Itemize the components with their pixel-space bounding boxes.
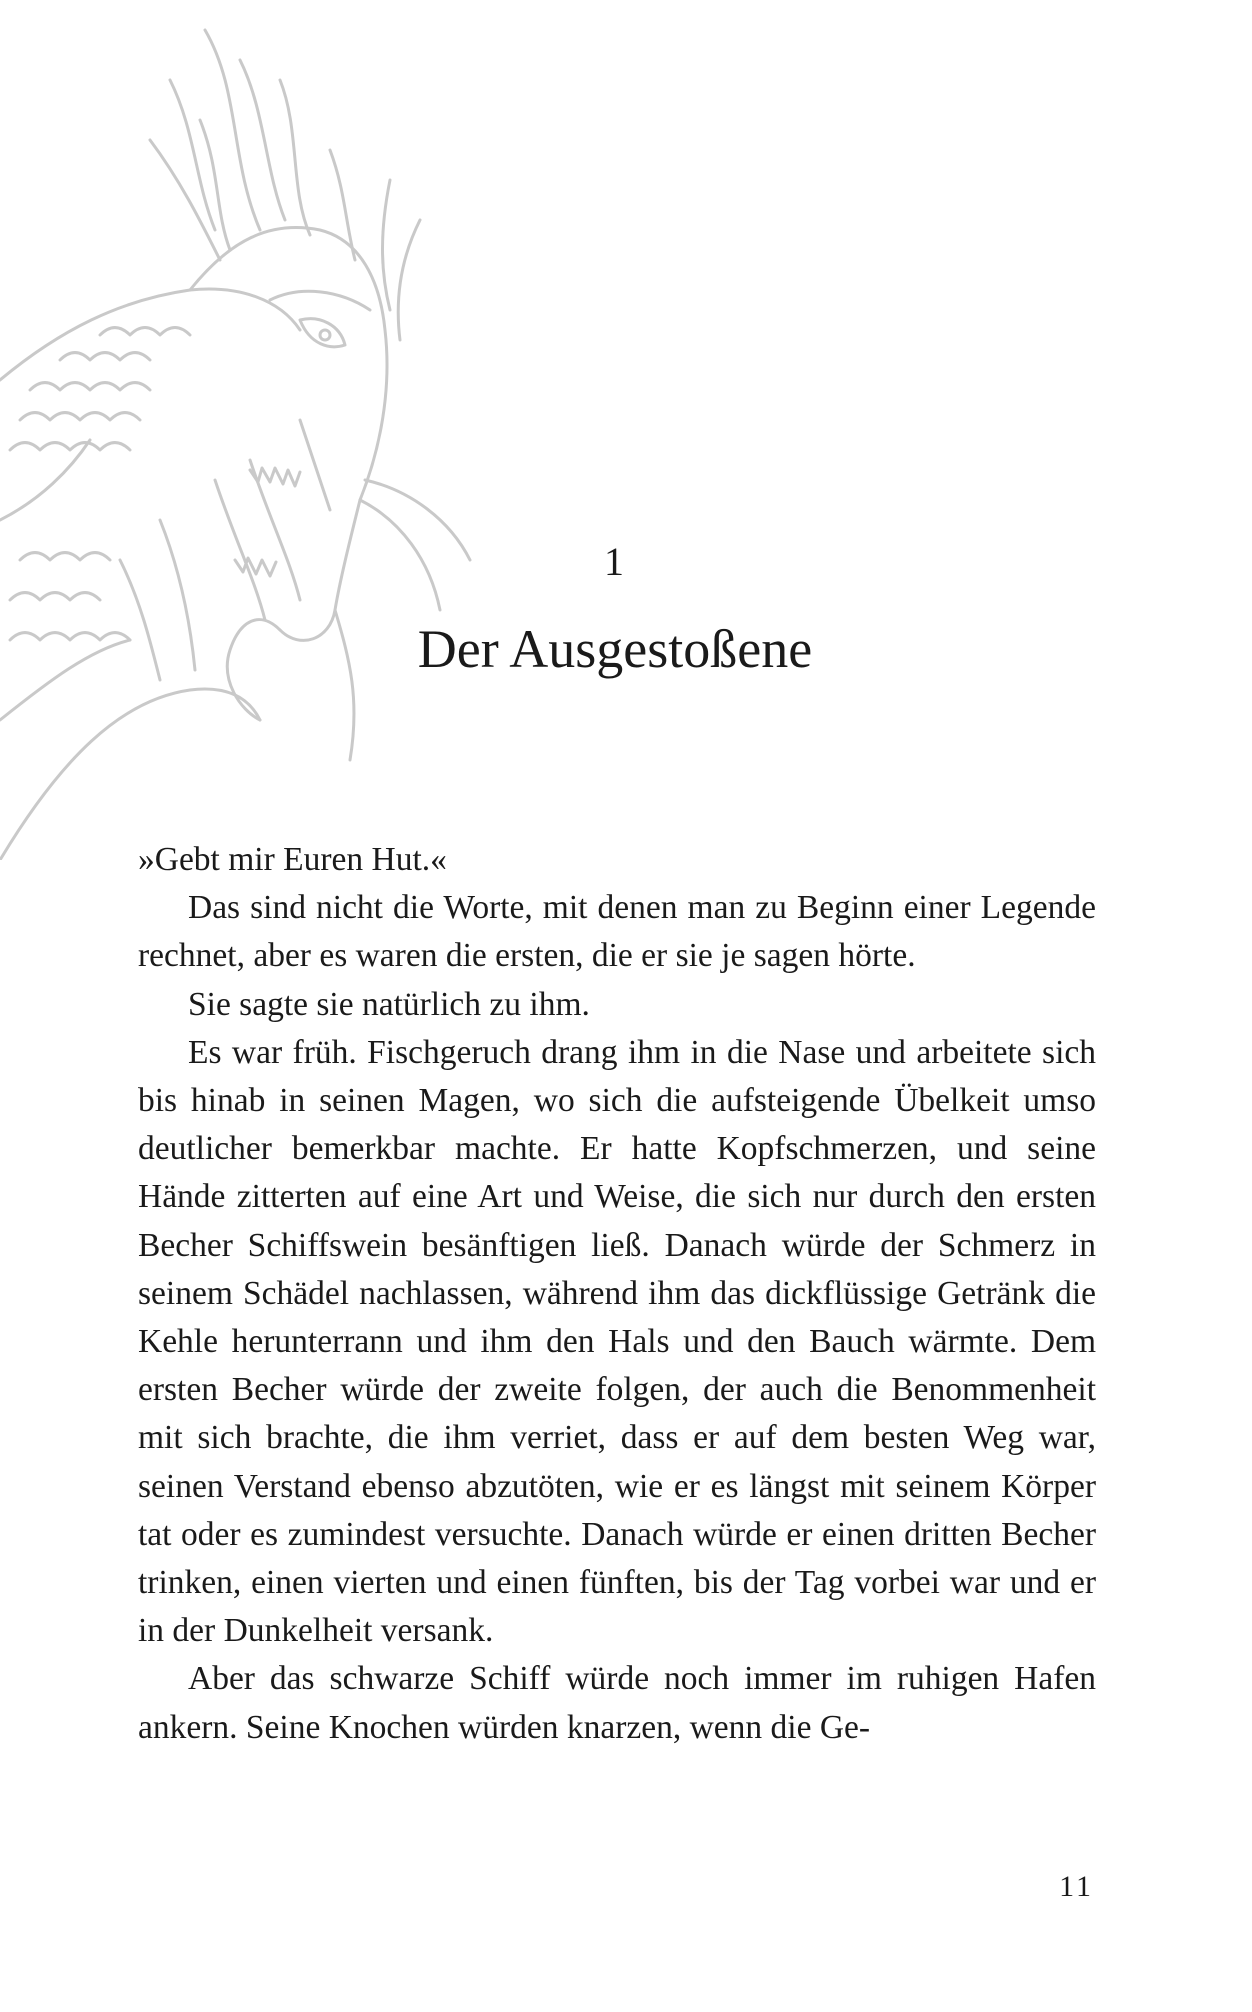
page-number: 11 — [1059, 1870, 1094, 1903]
paragraph: Sie sagte sie natürlich zu ihm. — [188, 985, 590, 1023]
body-text — [138, 836, 1096, 1752]
dragon-illustration — [0, 0, 480, 860]
chapter-number: 1 — [604, 539, 626, 584]
paragraph: Es war früh. Fischgeruch drang ihm in die Nase und arbeitete sich bis hinab in seinen Magen, wo sich die aufsteigende Übelkeit umso deutlicher bemerkbar machte. Er hatte Kopfschmerzen, und seine Hände zitterten auf eine Art und Weise, die sich nur durch den ersten Becher Schiffswein besänftigen ließ. Danach würde der Schmerz in seinem Schädel nachlassen, während ihm das dickflüssige Getränk die Kehle herunterrann und ihm den Hals und den Bauch wärmte. Dem ersten Becher würde der zweite folgen, der auch die Benommenheit mit sich brachte, die ihm verriet, dass er auf dem besten Weg war, seinen Verstand ebenso abzutöten, wie er es längst mit seinem Körper tat oder es zumindest versuchte. Danach würde er einen dritten Becher trinken, einen vierten und einen fünften, bis der Tag vorbei war und er in der Dunkelheit versank. — [138, 1033, 1096, 1650]
paragraph: »Gebt mir Euren Hut.« — [138, 841, 447, 878]
paragraph: Aber das schwarze Schiff würde noch immer im ruhigen Hafen ankern. Seine Knochen würden knarzen, wenn die Ge- — [138, 1660, 1096, 1746]
chapter-title: Der Ausgestoßene — [417, 619, 813, 679]
paragraph: Das sind nicht die Worte, mit denen man zu Beginn einer Legende rechnet, aber es waren die ersten, die er sie je sagen hörte. — [138, 889, 1096, 975]
